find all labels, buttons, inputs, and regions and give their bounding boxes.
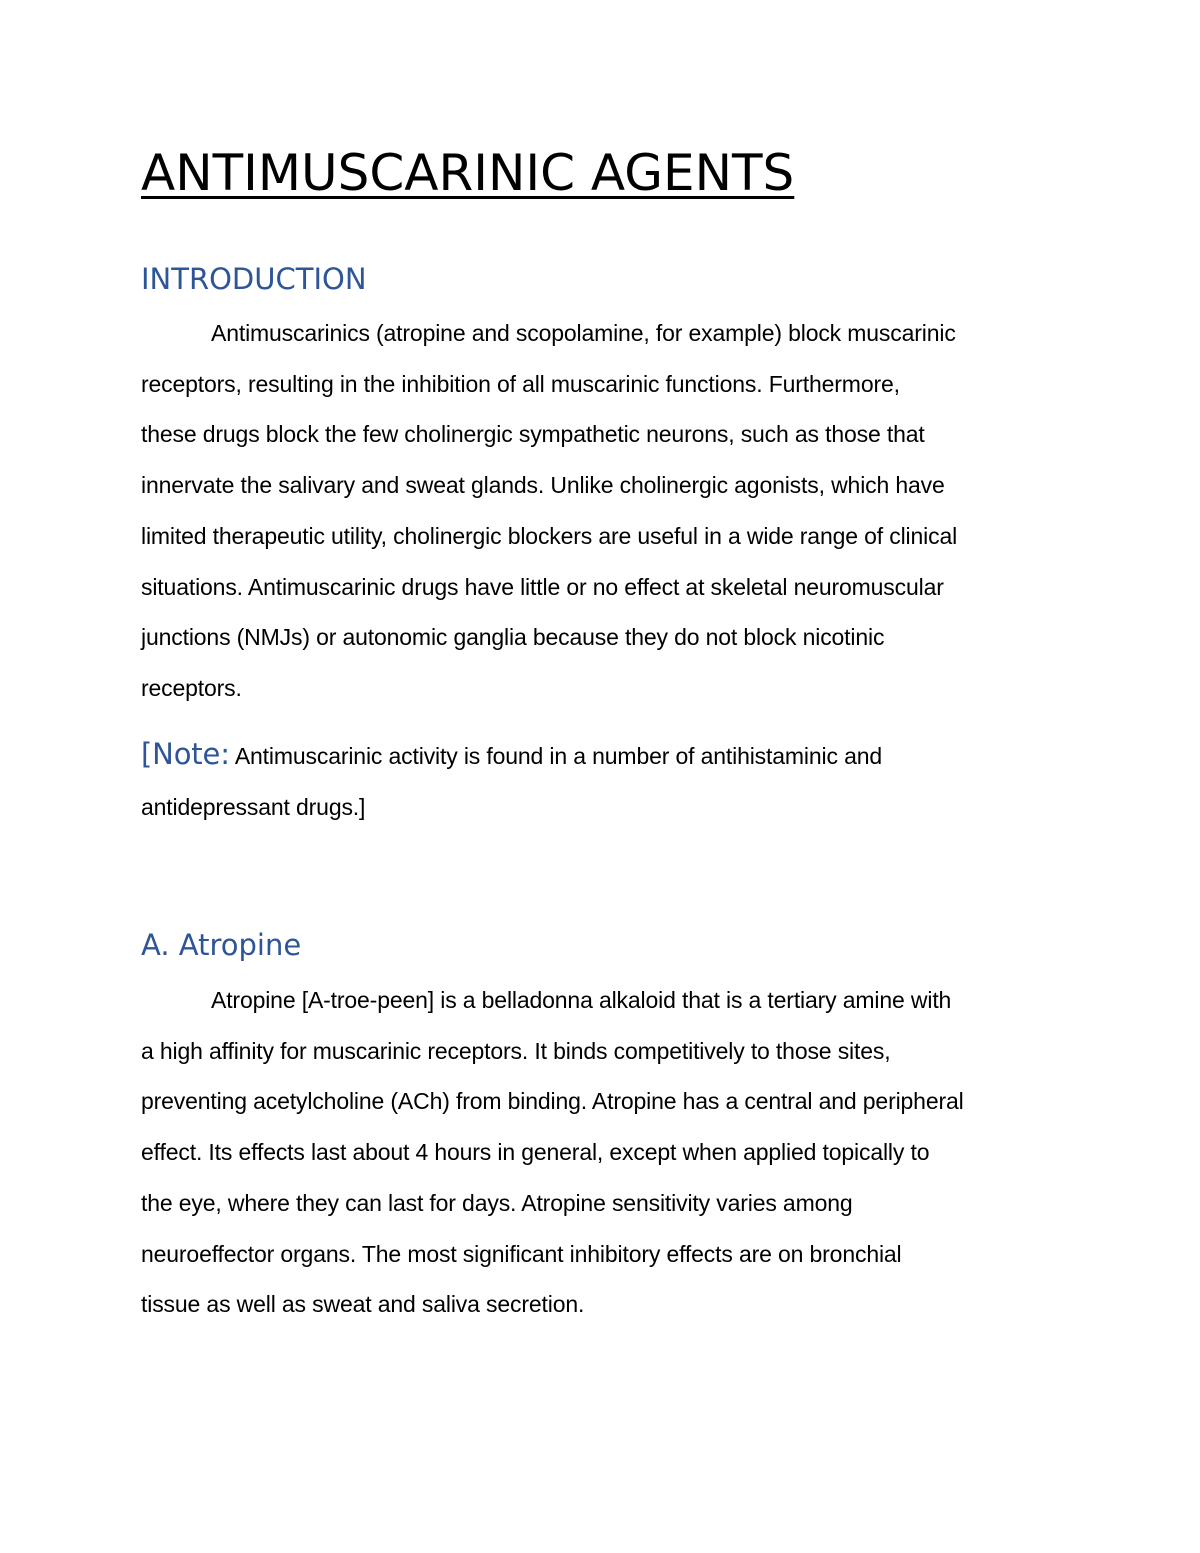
note-text: Antimuscarinic activity is found in a number of antihistaminic and (229, 743, 882, 769)
atropine-paragraph (141, 975, 1071, 1330)
note-line: antidepressant drugs.] (141, 793, 366, 820)
paragraph-line: a high affinity for muscarinic receptors. It binds competitively to those sites, (141, 1037, 891, 1064)
paragraph-line: receptors, resulting in the inhibition of all muscarinic functions. Furthermore, (141, 370, 900, 397)
paragraph-line: neuroeffector organs. The most significant inhibitory effects are on bronchial (141, 1240, 902, 1267)
paragraph-line: tissue as well as sweat and saliva secretion. (141, 1291, 585, 1318)
paragraph-line: receptors. (141, 674, 242, 701)
introduction-paragraph (141, 308, 1071, 714)
paragraph-line: the eye, where they can last for days. Atropine sensitivity varies among (141, 1189, 853, 1216)
paragraph-line: preventing acetylcholine (ACh) from binding. Atropine has a central and peripheral (141, 1088, 964, 1115)
document-title: ANTIMUSCARINIC AGENTS (141, 144, 795, 202)
note-label: [Note: (141, 737, 230, 771)
paragraph-line: Atropine [A-troe-peen] is a belladonna alkaloid that is a tertiary amine with (211, 987, 952, 1013)
paragraph-line: Antimuscarinics (atropine and scopolamine, for example) block muscarinic (211, 320, 956, 346)
paragraph-line: innervate the salivary and sweat glands. Unlike cholinergic agonists, which have (141, 472, 945, 499)
note-paragraph (141, 729, 1071, 832)
paragraph-line: these drugs block the few cholinergic sympathetic neurons, such as those that (141, 421, 925, 448)
paragraph-line: limited therapeutic utility, cholinergic blockers are useful in a wide range of clinical (141, 522, 958, 549)
section-heading-introduction: INTRODUCTION (141, 262, 367, 296)
paragraph-line: effect. Its effects last about 4 hours in general, except when applied topically to (141, 1139, 930, 1166)
note-line (141, 729, 1071, 782)
paragraph-line: junctions (NMJs) or autonomic ganglia because they do not block nicotinic (141, 624, 885, 651)
section-heading-atropine: A. Atropine (141, 928, 302, 962)
paragraph-line: situations. Antimuscarinic drugs have little or no effect at skeletal neuromuscular (141, 573, 944, 600)
